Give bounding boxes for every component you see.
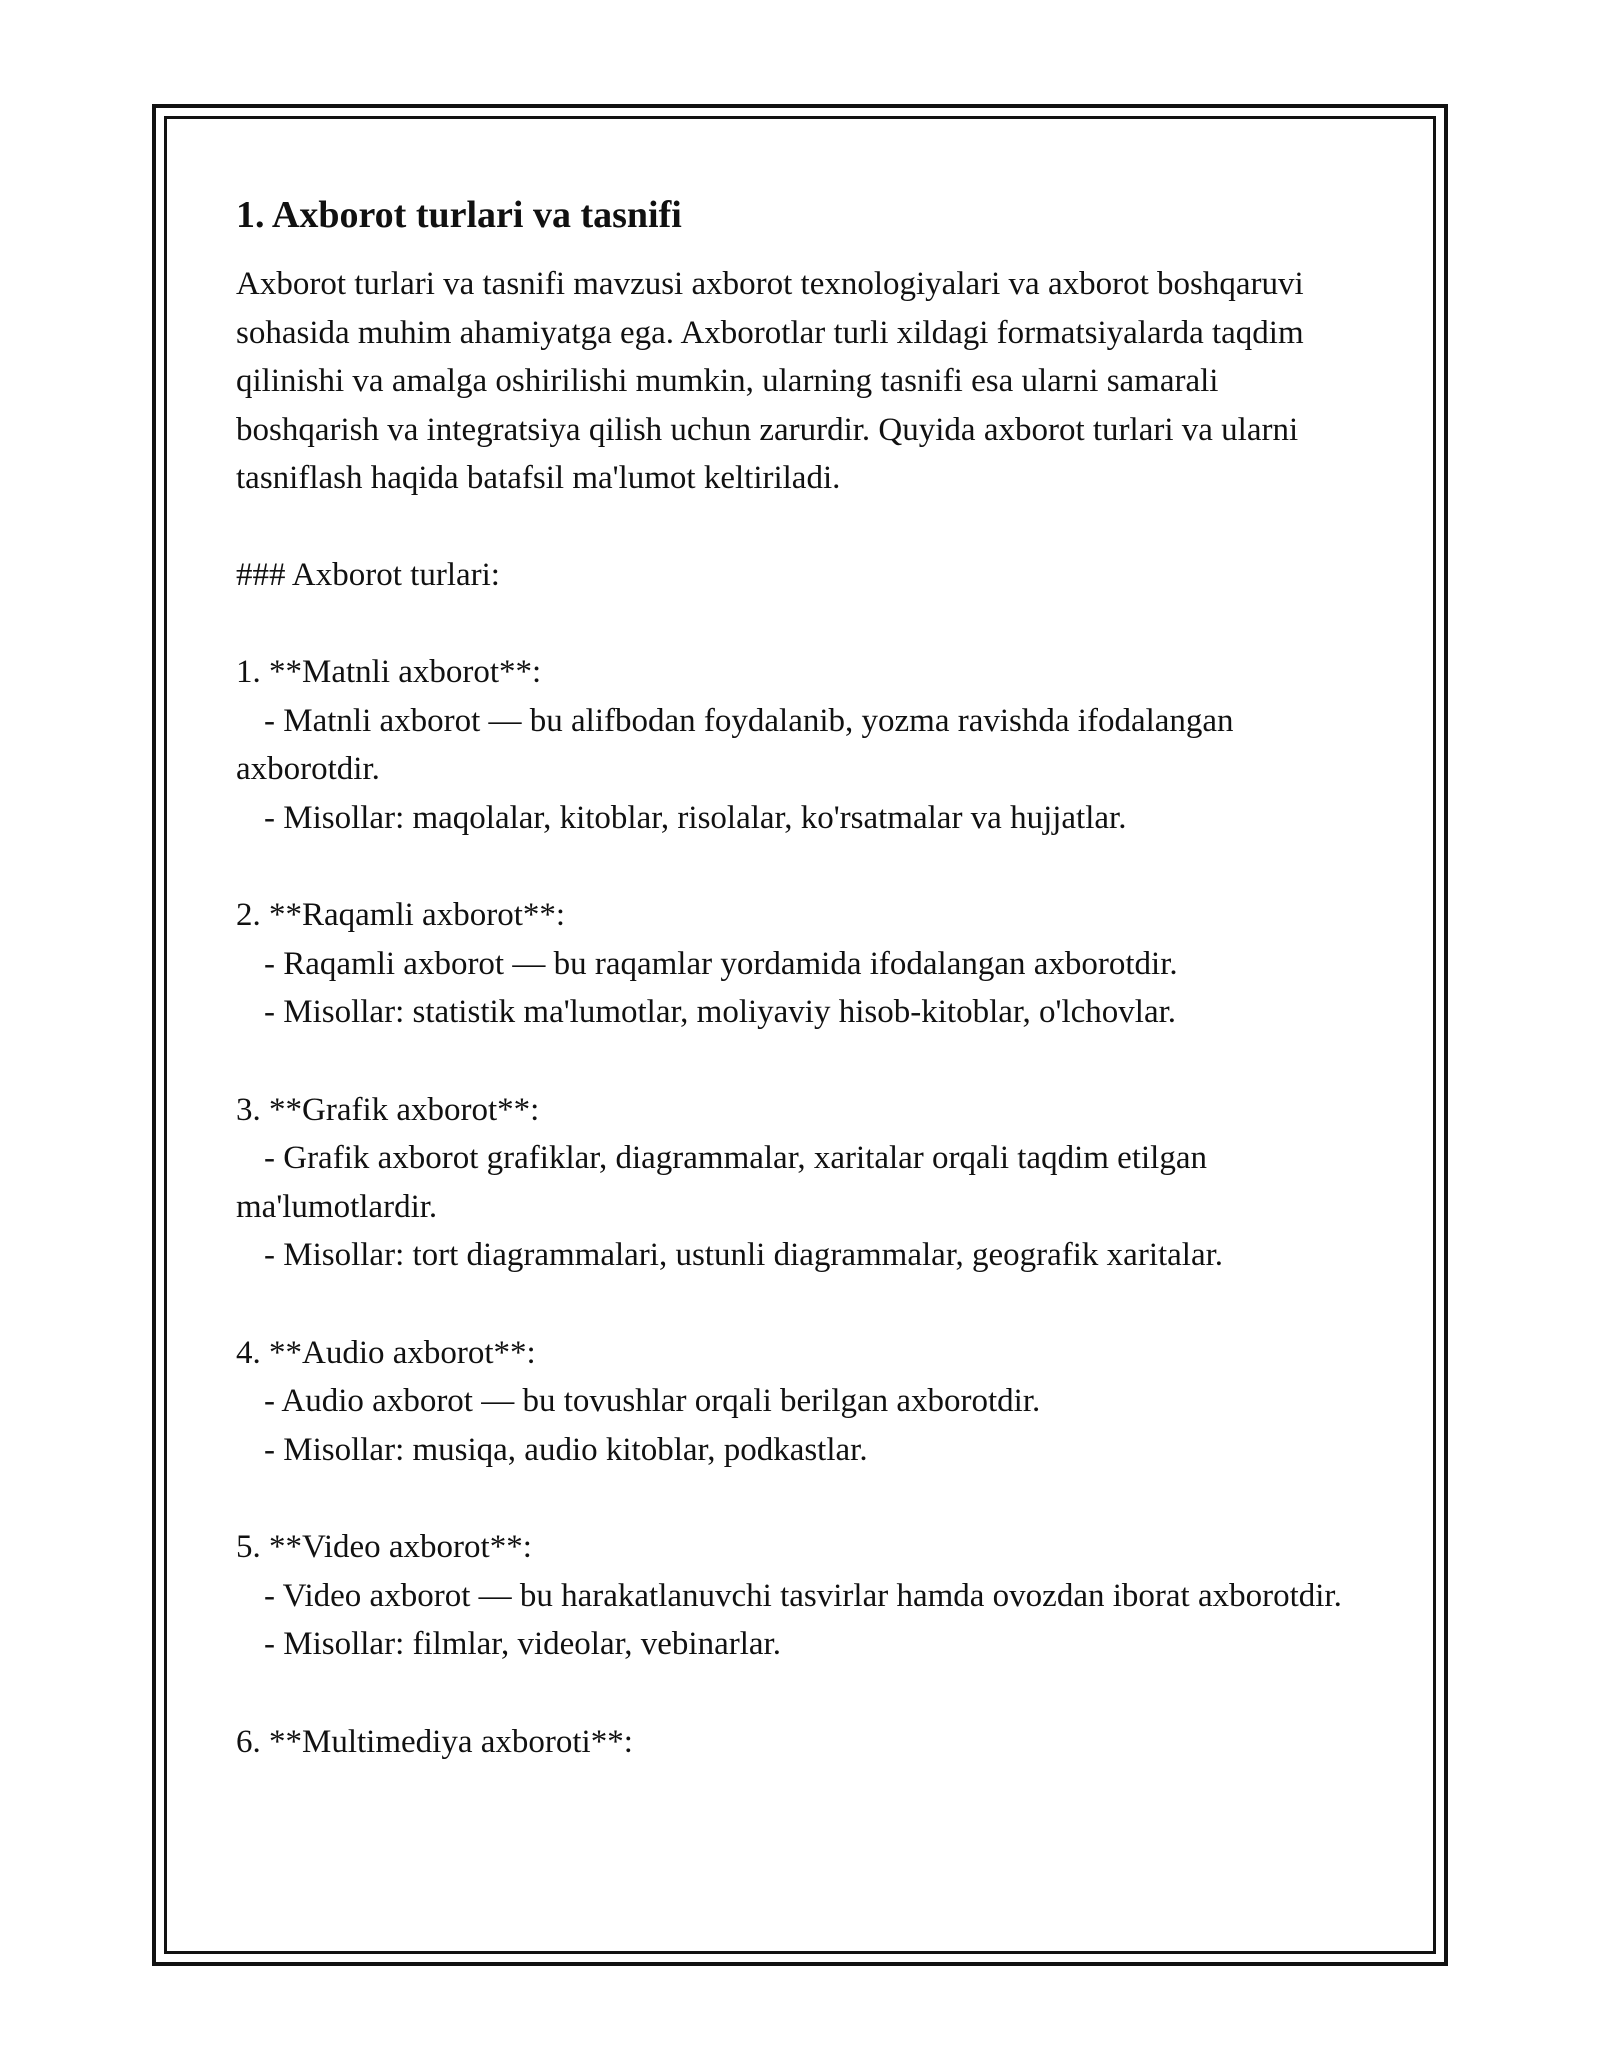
list-item-examples: - Misollar: musiqa, audio kitoblar, podkastlar. [264,1431,868,1468]
intro-paragraph: Axborot turlari va tasnifi mavzusi axborot texnologiyalari va axborot boshqaruvi sohasida muhim ahamiyatga ega. Axborotlar turli xildagi formatsiyalarda taqdim qilinishi va amalga oshirilishi mumkin, ularning tasnifi esa ularni samarali boshqarish va integratsiya qilish uchun zarurdir. Quyida axborot turlari va ularni tasniflash haqida batafsil ma'lumot keltiriladi. [236,266,1304,496]
list-item-heading: 4. **Audio axborot**: [236,1334,536,1371]
list-item-heading: 3. **Grafik axborot**: [236,1091,540,1128]
document-body [236,188,1366,1766]
list-item-definition: - Matnli axborot — bu alifbodan foydalanib, yozma ravishda ifodalangan axborotdir. [236,702,1234,787]
page-title: 1. Axborot turlari va tasnifi [236,194,682,236]
section-heading: ### Axborot turlari: [236,556,500,593]
list-item-heading: 5. **Video axborot**: [236,1529,532,1565]
list-item-examples: - Misollar: maqolalar, kitoblar, risolalar, ko'rsatmalar va hujjatlar. [264,799,1127,836]
list-item-numeric-info [236,891,1366,1037]
list-item-examples: - Misollar: filmlar, videolar, vebinarlar. [264,1626,781,1662]
list-item-text-info [236,648,1366,842]
list-item-definition: - Audio axborot — bu tovushlar orqali berilgan axborotdir. [264,1383,1041,1419]
list-item-definition: - Video axborot — bu harakatlanuvchi tasvirlar hamda ovozdan iborat axborotdir. [264,1577,1342,1614]
list-item-examples: - Misollar: statistik ma'lumotlar, moliyaviy hisob-kitoblar, o'lchovlar. [264,994,1177,1030]
list-item-examples: - Misollar: tort diagrammalari, ustunli diagrammalar, geografik xaritalar. [264,1237,1224,1273]
list-item-video-info [236,1523,1366,1669]
list-item-definition: - Raqamli axborot — bu raqamlar yordamida ifodalangan axborotdir. [264,945,1178,982]
list-item-heading: 2. **Raqamli axborot**: [236,897,566,933]
list-item-graphic-info [236,1086,1366,1280]
list-item-definition: - Grafik axborot grafiklar, diagrammalar, xaritalar orqali taqdim etilgan ma'lumotlardir. [236,1140,1207,1225]
list-item-heading: 6. **Multimediya axboroti**: [236,1723,633,1760]
list-item-audio-info [236,1329,1366,1475]
list-item-heading: 1. **Matnli axborot**: [236,654,542,690]
list-item-multimedia-info [236,1718,1366,1767]
